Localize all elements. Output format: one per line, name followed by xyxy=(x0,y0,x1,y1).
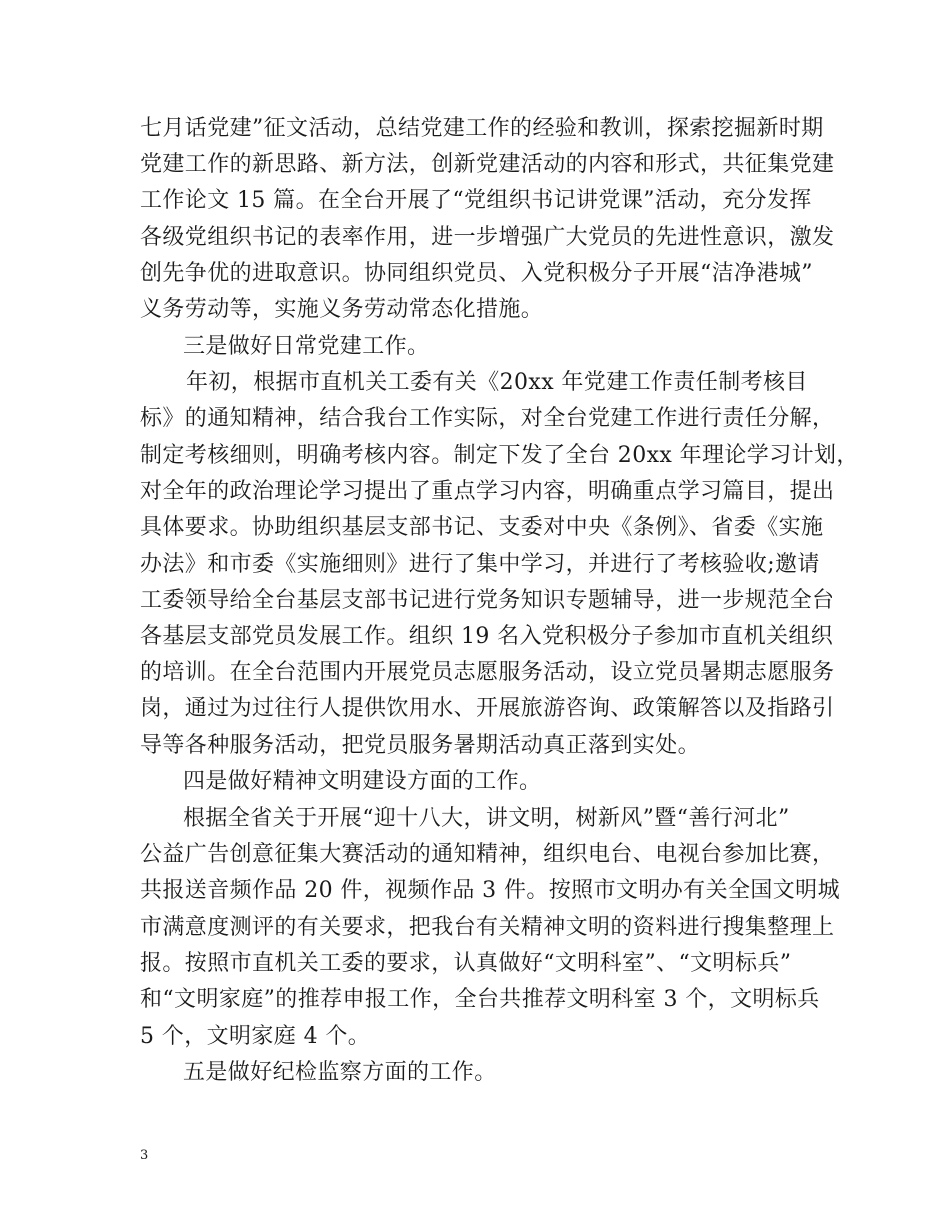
body-text-line: 党建工作的新思路、新方法，创新党建活动的内容和形式，共征集党建 xyxy=(140,152,835,177)
body-text-line: 各级党组织书记的表率作用，进一步增强广大党员的先进性意识，激发 xyxy=(140,225,835,250)
body-text-line: 根据全省关于开展“迎十八大，讲文明，树新风”暨“善行河北” xyxy=(183,806,790,831)
body-text-line: 制定考核细则，明确考核内容。制定下发了全台 20xx 年理论学习计划， xyxy=(140,443,859,468)
body-text-line: 市满意度测评的有关要求，把我台有关精神文明的资料进行搜集整理上 xyxy=(140,915,835,940)
section-heading: 四是做好精神文明建设方面的工作。 xyxy=(183,769,542,794)
body-text-line: 各基层支部党员发展工作。组织 19 名入党积极分子参加市直机关组织 xyxy=(140,624,834,649)
body-text-line: 具体要求。协助组织基层支部书记、支委对中央《条例》、省委《实施 xyxy=(140,515,824,540)
body-text-line: 创先争优的进取意识。协同组织党员、入党积极分子开展“洁净港城” xyxy=(140,261,813,286)
body-text-line: 办法》和市委《实施细则》进行了集中学习，并进行了考核验收;邀请 xyxy=(140,552,820,577)
body-text-line: 工作论文 15 篇。在全台开展了“党组织书记讲党课”活动，充分发挥 xyxy=(140,188,812,213)
section-heading: 三是做好日常党建工作。 xyxy=(183,334,430,359)
body-text-line: 5 个，文明家庭 4 个。 xyxy=(140,1024,371,1049)
section-heading: 五是做好纪检监察方面的工作。 xyxy=(183,1060,497,1085)
body-text-line: 报。按照市直机关工委的要求，认真做好“文明科室”、“文明标兵” xyxy=(140,951,792,976)
body-text-line: 工委领导给全台基层支部书记进行党务知识专题辅导，进一步规范全台 xyxy=(140,588,835,613)
body-text-line: 七月话党建”征文活动，总结党建工作的经验和教训，探索挖掘新时期 xyxy=(140,116,824,141)
body-text-line: 对全年的政治理论学习提出了重点学习内容，明确重点学习篇目，提出 xyxy=(140,479,835,504)
body-text-line: 和“文明家庭”的推荐申报工作，全台共推荐文明科室 3 个，文明标兵 xyxy=(140,987,820,1012)
body-text-line: 年初，根据市直机关工委有关《20xx 年党建工作责任制考核目 xyxy=(186,370,808,395)
body-text-line: 共报送音频作品 20 件，视频作品 3 件。按照市文明办有关全国文明城 xyxy=(140,878,840,903)
body-text-line: 的培训。在全台范围内开展党员志愿服务活动，设立党员暑期志愿服务 xyxy=(140,660,835,685)
body-text-line: 义务劳动等，实施义务劳动常态化措施。 xyxy=(140,297,544,322)
body-text-line: 公益广告创意征集大赛活动的通知精神，组织电台、电视台参加比赛， xyxy=(140,842,835,867)
body-text-line: 导等各种服务活动，把党员服务暑期活动真正落到实处。 xyxy=(140,733,701,758)
body-text-line: 岗，通过为过往行人提供饮用水、开展旅游咨询、政策解答以及指路引 xyxy=(140,696,835,721)
page-number: 3 xyxy=(140,1148,149,1163)
body-text-line: 标》的通知精神，结合我台工作实际，对全台党建工作进行责任分解， xyxy=(140,406,835,431)
